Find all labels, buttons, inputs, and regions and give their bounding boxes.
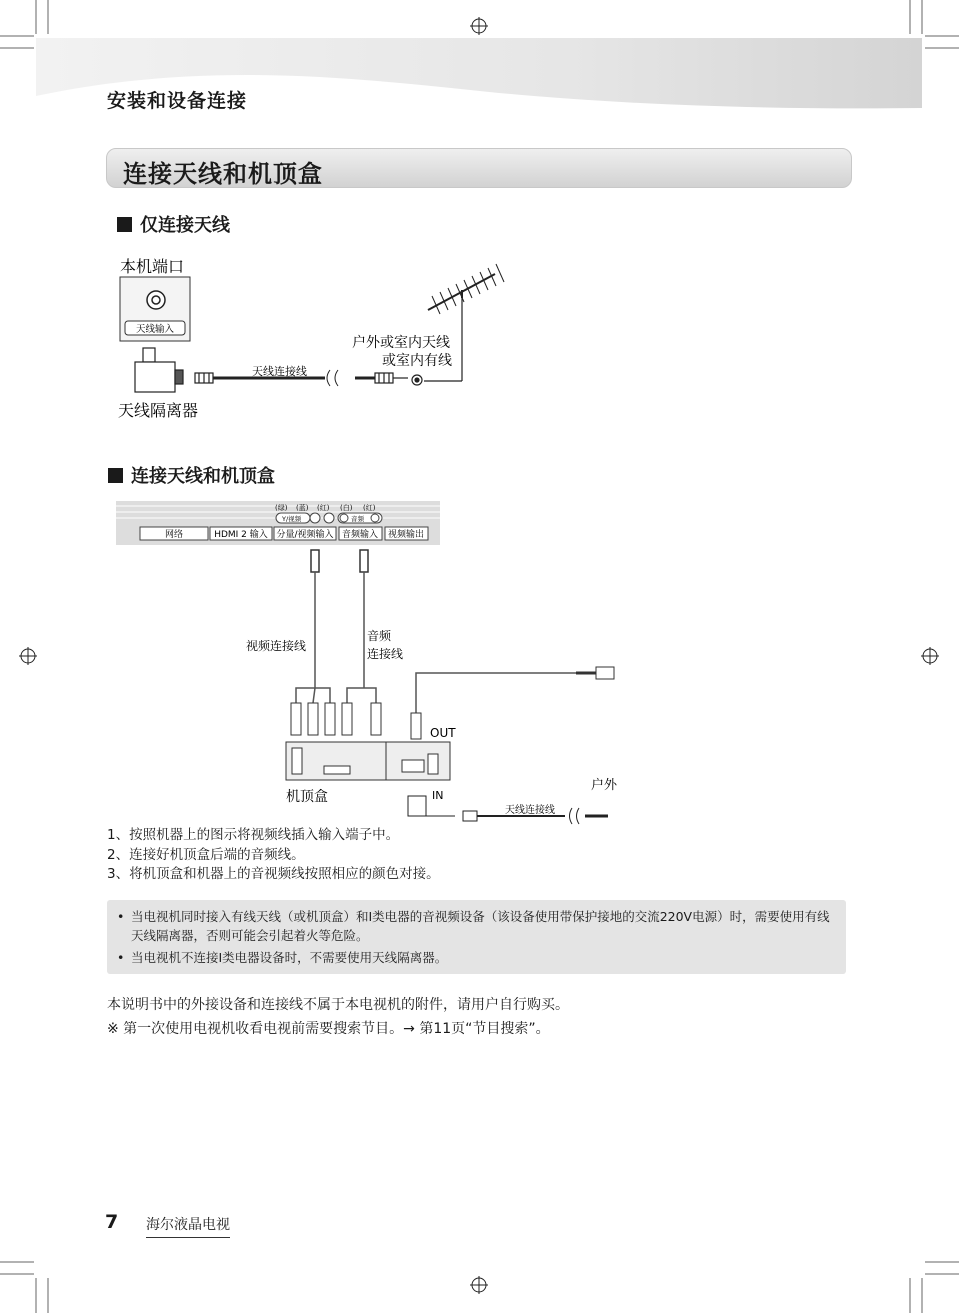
cable-break-icon: [327, 370, 338, 386]
note-text-1: 当电视机同时接入有线天线（或机顶盒）和Ⅰ类电器的音视频设备（该设备使用带保护接地的交流220V电源）时，需要使用有线天线隔离器，否则可能会引起着火等危险。: [131, 909, 830, 943]
isolator-label: 天线隔离器: [118, 401, 199, 420]
antenna-only-heading-text: 仅连接天线: [140, 215, 230, 236]
port-color-4: (白): [340, 504, 353, 512]
banner-title: 连接天线和机顶盒: [123, 160, 323, 188]
audio-cable-label-2: 连接线: [367, 647, 404, 661]
safety-notes: [107, 900, 846, 974]
port-hdmi2: HDMI 2 输入: [214, 530, 268, 540]
isolator-icon: [135, 348, 183, 392]
square-bullet-icon: [117, 217, 132, 232]
step-3: 3、将机顶盒和机器上的音视频线按照相应的颜色对接。: [107, 866, 440, 882]
port-network: 网络: [164, 530, 184, 540]
step-2: 2、连接好机顶盒后端的音频线。: [107, 846, 305, 863]
panel-port-labels: [140, 527, 428, 540]
port-color-1: (绿): [275, 504, 288, 512]
port-component: 分量/视频输入: [276, 530, 334, 540]
square-bullet-icon: [108, 468, 123, 483]
footnote-channel-search: ※ 第一次使用电视机收看电视前需要搜索节目。→ 第11页“节目搜索”。: [107, 1021, 550, 1037]
stb-diagram: [110, 498, 630, 828]
antenna-only-heading: [117, 211, 230, 237]
page-number: 7: [105, 1211, 119, 1233]
antenna-diagram: [110, 250, 530, 430]
port-color-2: (蓝): [296, 504, 309, 512]
video-cable-label: 视频连接线: [246, 639, 307, 653]
stb-heading: [108, 462, 275, 488]
out-label: OUT: [430, 726, 456, 740]
note-item: [115, 907, 832, 945]
step-1: 1、按照机器上的图示将视频线插入输入端子中。: [107, 827, 400, 843]
antenna-icon: [428, 264, 504, 314]
audio-small-label: 音频: [351, 515, 364, 523]
note-item: [115, 948, 832, 967]
port-audio-in: 音频输入: [341, 530, 379, 540]
set-top-box-icon: [286, 742, 450, 780]
antenna-cable-label: 天线连接线: [252, 365, 307, 378]
antenna-type-label-1: 户外或室内天线: [352, 335, 450, 351]
stb-cable-label: 天线连接线: [505, 805, 555, 816]
outdoor-label: 户外: [591, 778, 618, 793]
banner: [106, 148, 852, 188]
registration-mark-bottom: [470, 1276, 488, 1294]
note-text-2: 当电视机不连接Ⅰ类电器设备时，不需要使用天线隔离器。: [131, 950, 448, 965]
rca-plugs: [291, 703, 421, 739]
stb-label: 机顶盒: [286, 789, 328, 805]
in-label: IN: [432, 789, 444, 802]
av-cables: [296, 550, 576, 713]
registration-mark-right: [921, 647, 939, 665]
audio-cable-label-1: 音频: [367, 629, 392, 643]
ypbpr-label: Y/视频: [282, 515, 302, 523]
coax-plug-right-icon: [576, 667, 614, 679]
port-video-out: 视频输出: [387, 530, 425, 540]
stb-heading-text: 连接天线和机顶盒: [131, 466, 275, 487]
port-color-3: (红): [317, 504, 330, 512]
brand-name: 海尔液晶电视: [146, 1214, 230, 1238]
registration-mark-left: [19, 647, 37, 665]
antenna-input-label: 天线输入: [135, 324, 175, 335]
section-title: 安装和设备连接: [107, 90, 248, 112]
steps-list: [107, 826, 440, 885]
footnote-accessories: 本说明书中的外接设备和连接线不属于本电视机的附件，请用户自行购买。: [107, 997, 569, 1013]
device-port-label: 本机端口: [120, 257, 185, 276]
port-color-5: (红): [363, 504, 376, 512]
registration-mark-top: [470, 17, 488, 35]
bullet-icon: •: [117, 909, 125, 924]
antenna-type-label-2: 或室内有线: [382, 353, 452, 369]
bullet-icon: •: [117, 950, 125, 965]
